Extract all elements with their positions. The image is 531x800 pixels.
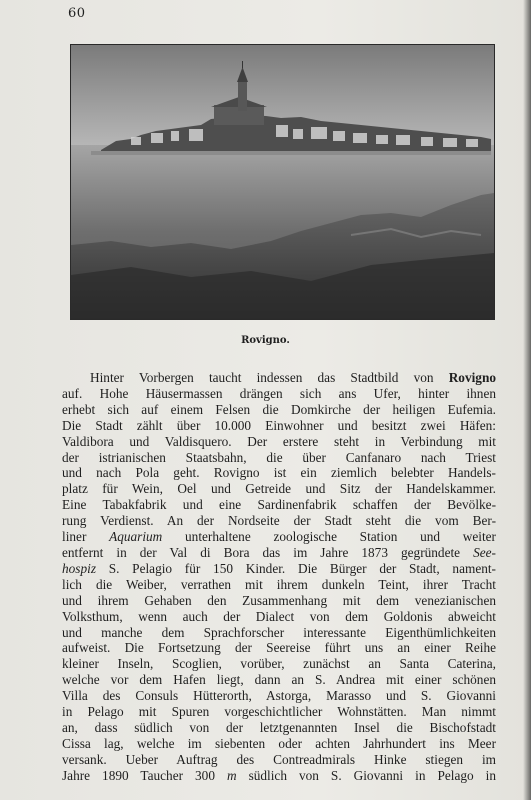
text-line: Eine Tabakfabrik und eine Sardinenfabrik schaffen der Bevölke- xyxy=(62,497,496,513)
text-line: Jahre 1890 Taucher 300 m südlich von S. Giovanni in Pelago in xyxy=(62,767,496,783)
text-line: Valdibora und Valdisquero. Der erstere steht in Verbindung mit xyxy=(62,433,496,449)
text-line: rung Verdienst. An der Nordseite der Stadt steht die vom Ber- xyxy=(62,513,496,529)
text-line: und nach Pola geht. Rovigno ist ein ziemlich belebter Handels- xyxy=(62,465,496,481)
photo-caption: Rovigno. xyxy=(241,335,290,346)
text-line: erhebt sich auf einem Felsen die Domkirche der heiligen Eufemia. xyxy=(62,401,496,417)
emphasis-meter: m xyxy=(226,767,237,783)
text-line: Hinter Vorbergen taucht indessen das Stadtbild von Rovigno xyxy=(90,370,496,385)
text-line: Villa des Consuls Hütterorth, Astorga, Marasso und S. Giovanni xyxy=(62,688,496,704)
text-line: lich die Weiber, verrathen mit ihrem dunkeln Teint, ihrer Tracht xyxy=(62,576,496,592)
text-line: in Pelago mit Spuren vorgeschichtlicher Wohnstätten. Man nimmt xyxy=(62,704,496,720)
text-line: platz für Wein, Oel und Getreide und Sitz der Handelskammer. xyxy=(62,481,496,497)
text-line: und manche dem Sprachforscher interessante Eigenthümlichkeiten xyxy=(62,624,496,640)
text-line: liner Aquarium unterhaltene zoologische Station und weiter xyxy=(62,529,496,545)
text-line: Cissa lag, welche im siebenten oder achten Jahrhundert ins Meer xyxy=(62,735,496,751)
text-line: und ihrem Gehaben den Zusammenhang mit dem venezianischen xyxy=(62,592,496,608)
text-line: kleiner Inseln, Scoglien, vorüber, zunächst an Santa Caterina, xyxy=(62,656,496,672)
text-line: aufweist. Die Fortsetzung der Seereise führt uns an einer Reihe xyxy=(62,640,496,656)
emphasis-aquarium: Aquarium xyxy=(109,529,163,545)
emphasis-seehospiz-2: hospiz xyxy=(62,560,96,576)
text-line: Volksthum, wenn auch der Dialect von dem Goldonis abweicht xyxy=(62,608,496,624)
page-number: 60 xyxy=(68,6,86,21)
emphasis-rovigno: Rovigno xyxy=(448,370,496,385)
text-line: Die Stadt zählt über 10.000 Einwohner und besitzt zwei Häfen: xyxy=(62,417,496,433)
text-line: hospiz S. Pelagio für 150 Kinder. Die Bürger der Stadt, nament- xyxy=(62,560,496,576)
text-line: versank. Ueber Auftrag des Contreadmirals Hinke stiegen im xyxy=(62,751,496,767)
emphasis-seehospiz-1: See- xyxy=(473,544,496,560)
rovigno-photograph xyxy=(70,44,495,320)
text-line: der istrianischen Staatsbahn, die über Canfanaro nach Triest xyxy=(62,449,496,465)
text-line: welche vor dem Hafen liegt, dann an S. Andrea mit einer schönen xyxy=(62,672,496,688)
text-line: entfernt in der Val di Bora das im Jahre 1873 gegründete See- xyxy=(62,544,496,560)
text-line: an, dass südlich von der letztgenannten Insel die Bischofstadt xyxy=(62,719,496,735)
text-line: auf. Hohe Häusermassen drängen sich ans Ufer, hinter ihnen xyxy=(62,385,496,401)
body-text xyxy=(62,370,496,784)
page-edge-shadow xyxy=(523,0,531,800)
